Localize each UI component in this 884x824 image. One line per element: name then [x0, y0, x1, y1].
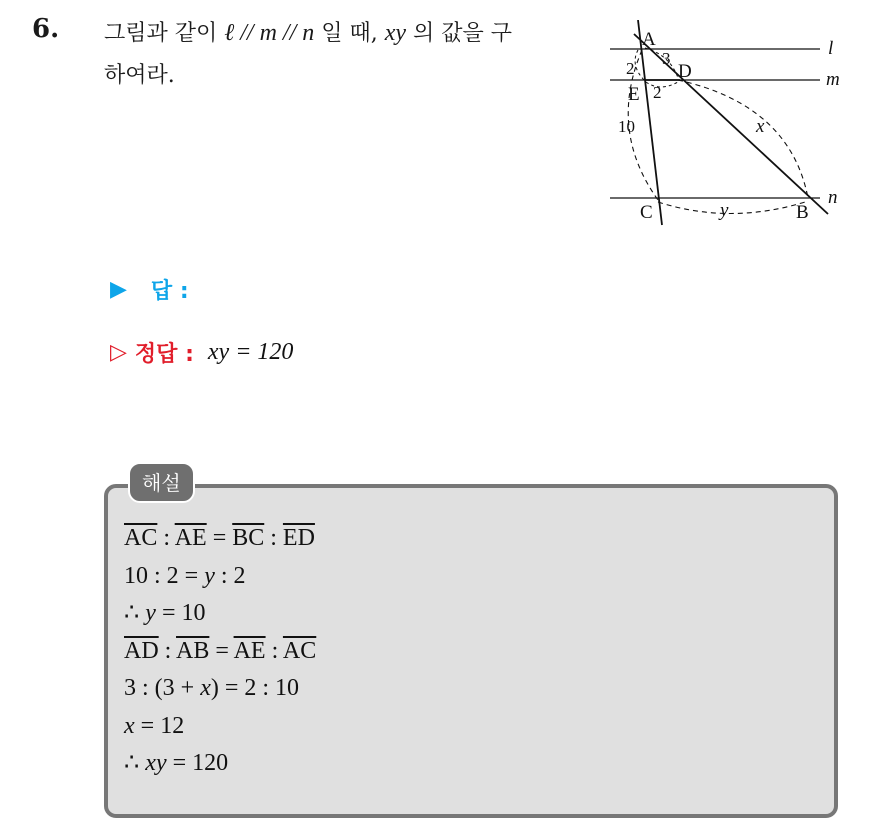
- label-ad-length: 3: [662, 49, 671, 68]
- label-a: A: [642, 29, 656, 50]
- parallel-expression: ℓ // m // n: [224, 20, 315, 46]
- question-line-1: [104, 12, 594, 55]
- arc-cb-y: [658, 202, 805, 214]
- arc-db-x: [678, 80, 808, 198]
- label-x: x: [756, 116, 765, 137]
- label-m: m: [826, 69, 840, 90]
- play-outline-icon: ▷: [110, 340, 127, 365]
- answer-row: [110, 274, 189, 305]
- question-text-part: 그림과 같이: [104, 21, 225, 46]
- solution-line: 3 : (3 + x) = 2 : 10: [124, 675, 300, 701]
- label-ec-length: 10: [618, 117, 635, 136]
- question-text-part: 일 때,: [314, 21, 385, 46]
- solution-line: ∴ xy = 120: [124, 750, 229, 776]
- solution-line: 10 : 2 = y : 2: [124, 562, 246, 589]
- label-ae-length: 2: [626, 59, 635, 78]
- correct-answer-label: 정답 :: [134, 342, 194, 367]
- label-ed-length: 2: [653, 83, 662, 102]
- correct-answer-value: [208, 339, 294, 366]
- question-number: 6.: [32, 14, 60, 44]
- label-b: B: [796, 202, 809, 223]
- question-text-part: 의 값을 구: [406, 21, 513, 46]
- label-n: n: [828, 187, 838, 208]
- label-y: y: [720, 200, 729, 221]
- question-line-2: 하여라.: [104, 63, 175, 88]
- question-text: [104, 12, 594, 97]
- geometry-figure: [600, 20, 850, 230]
- solution-line: $\overline{AD}$ : $\overline{AB} = \overline{AE}$ : $\overline{AC}$: [124, 637, 317, 664]
- label-l: l: [828, 38, 834, 59]
- play-icon: ▶: [110, 277, 127, 302]
- solution-tab: 해설: [128, 462, 195, 503]
- label-d: D: [678, 61, 692, 82]
- correct-answer-row: [110, 337, 293, 368]
- correct-answer-expression: xy = 120: [207, 339, 294, 365]
- solution-line: ∴ y = 10: [124, 600, 206, 626]
- solution-line: x = 12: [124, 712, 185, 739]
- label-e: E: [628, 84, 640, 105]
- arc-ed-2: [646, 82, 678, 87]
- answer-label: 답 :: [150, 279, 189, 304]
- label-c: C: [640, 202, 653, 223]
- xy-expression: xy: [384, 20, 407, 46]
- solution-line: $\overline{AC}$ : $\overline{AE} = \overline{BC}$ : $\overline{ED}$: [124, 525, 315, 551]
- solution-lines: [124, 520, 316, 783]
